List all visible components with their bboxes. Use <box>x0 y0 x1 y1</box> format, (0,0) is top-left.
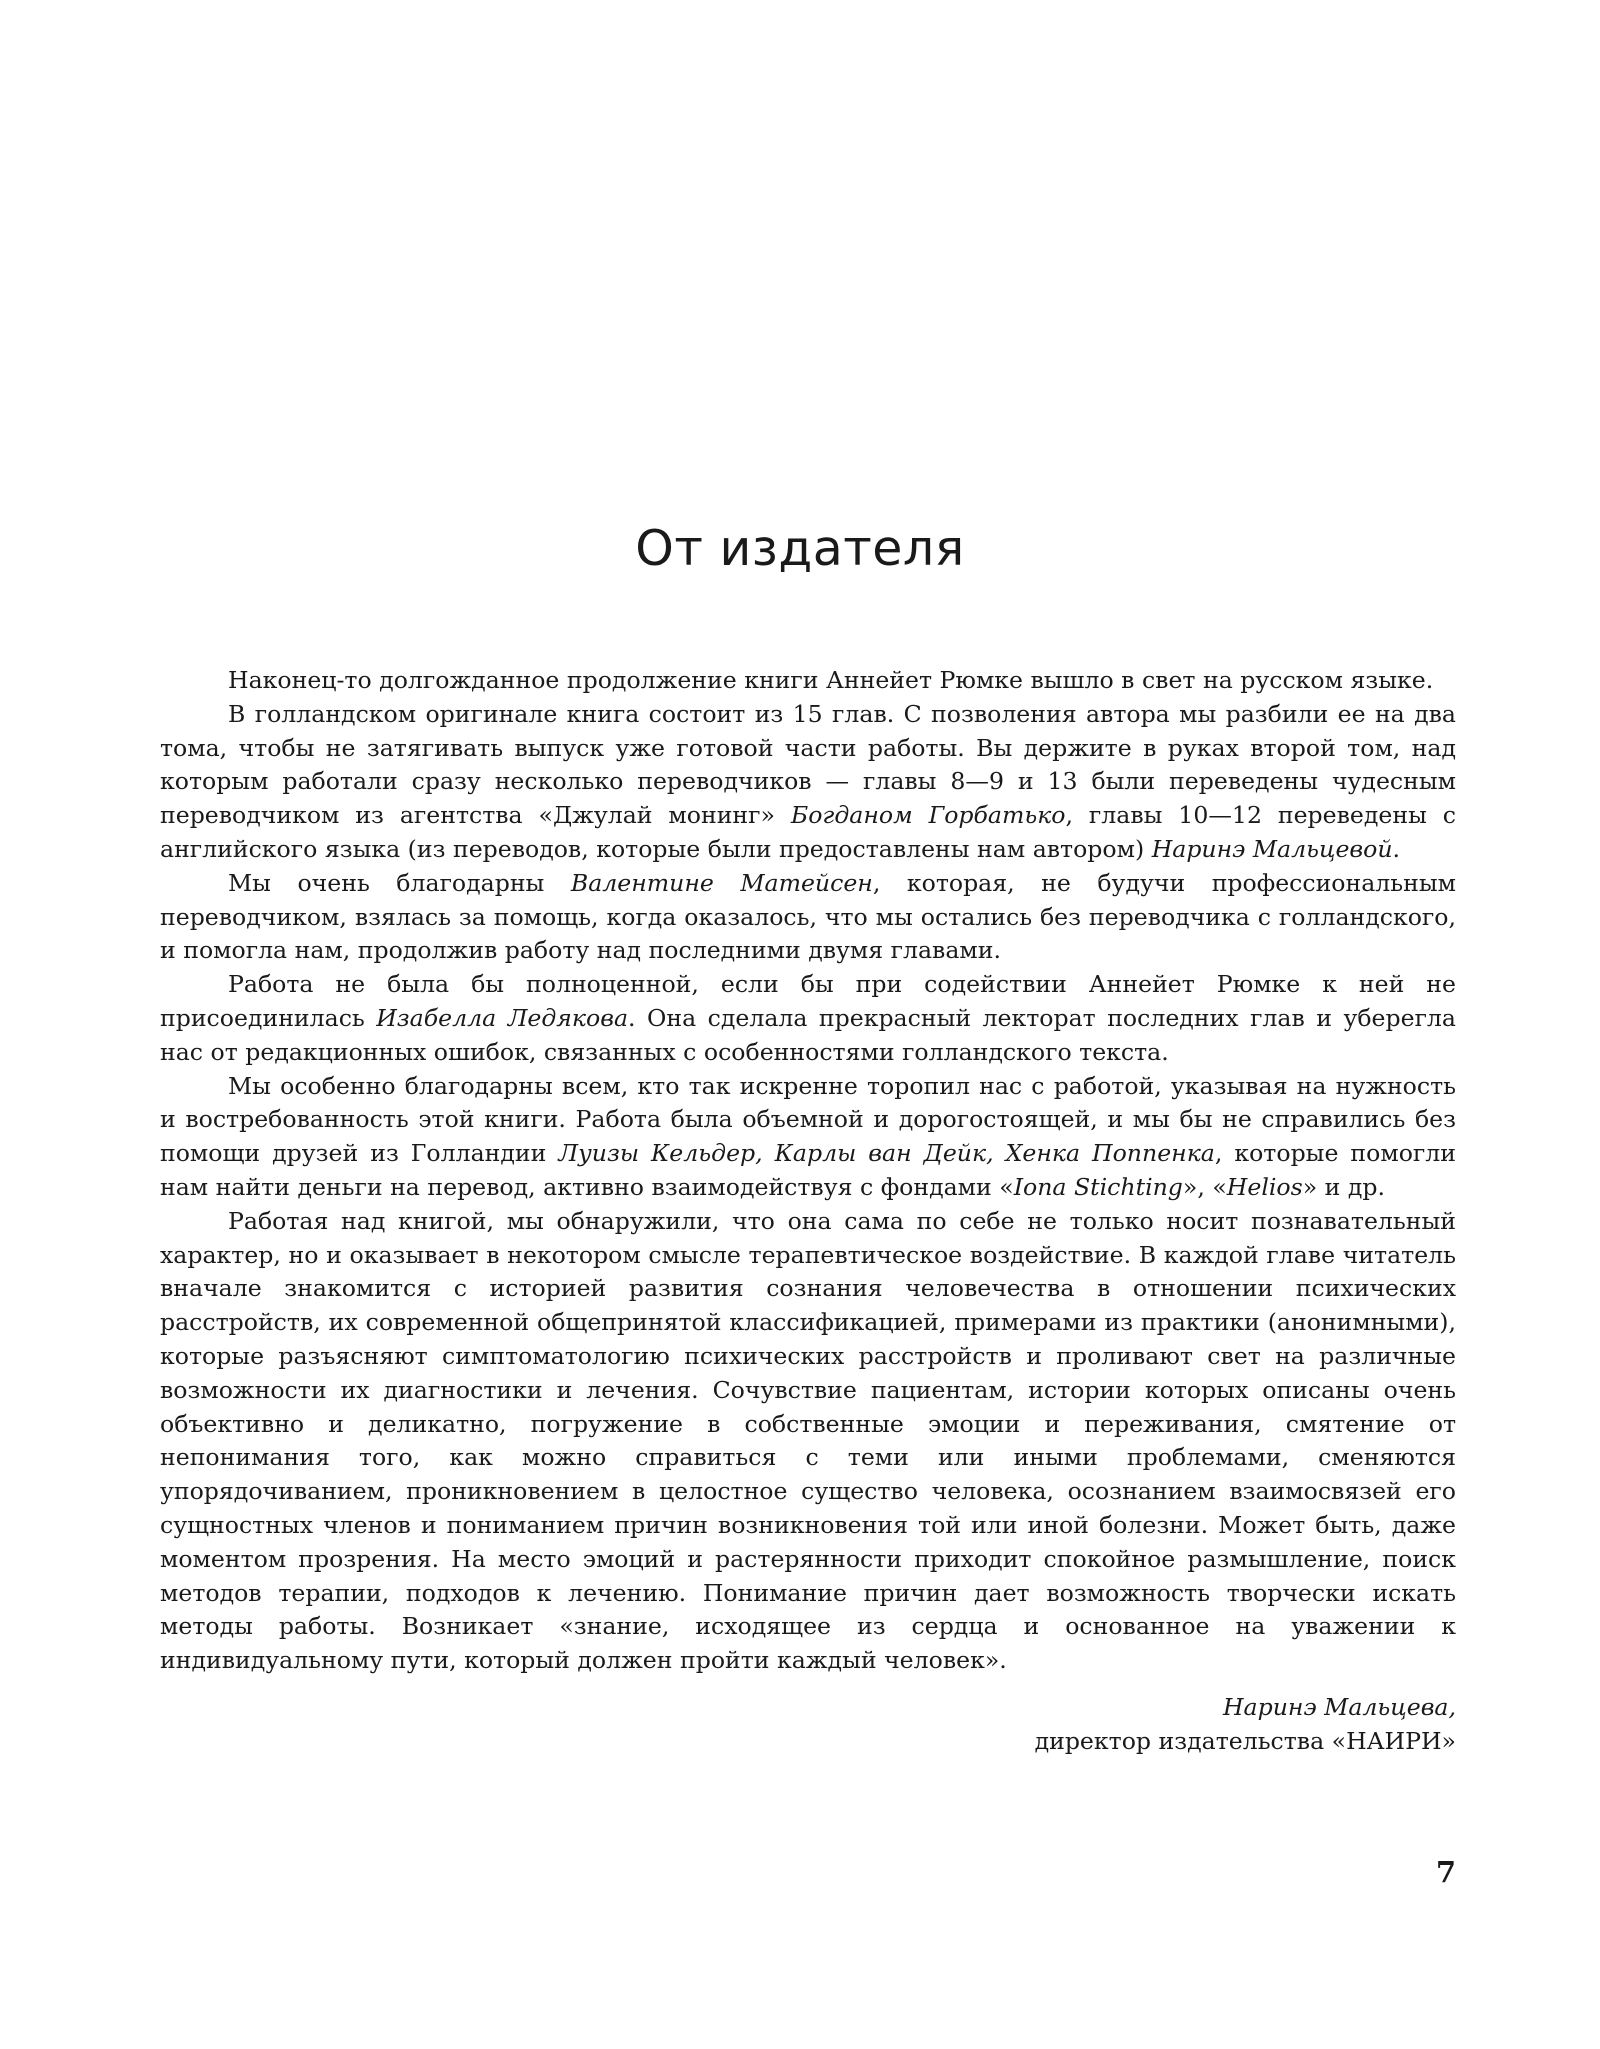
italic-name: Iona Stichting <box>1013 1172 1183 1201</box>
text-run: Работа не была бы полноценной, если бы при содействии Аннейет Рюмке к ней не присоединилась <box>160 970 1456 1032</box>
text-run: . <box>1392 834 1401 863</box>
text-run: , которая, не будучи профессиональным переводчиком, взялась за помощь, когда оказалось, что мы остались без переводчика с голландского, и помогла нам, продолжив работу над последними двумя главами. <box>160 868 1456 965</box>
text-run: Мы особенно благодарны всем, кто так искренне торопил нас с работой, указывая на нужность и востребованность этой книги. Работа была объемной и дорогостоящей, и мы бы не справились без помощи друзей из Голландии <box>160 1071 1456 1168</box>
signature-role: директор издательства «НАИРИ» <box>1034 1727 1456 1755</box>
italic-name: Изабелла Ледякова <box>376 1003 629 1032</box>
italic-name: Валентине Матейсен <box>570 868 873 897</box>
italic-name: Луизы Кельдер, Карлы ван Дейк, Хенка Поппенка <box>558 1139 1215 1168</box>
paragraph-4 <box>160 968 1456 1069</box>
page-title: От издателя <box>635 520 965 577</box>
paragraph-6 <box>160 1205 1456 1678</box>
text-run: Мы очень благодарны <box>228 868 571 897</box>
text-run: , главы 10—12 переведены с английского языка (из переводов, которые были предоставлены нам автором) <box>160 801 1456 863</box>
italic-name: Богданом Горбатько <box>790 801 1066 830</box>
page-number: 7 <box>1435 1855 1456 1889</box>
signature-name: Наринэ Мальцева, <box>1222 1693 1456 1721</box>
text-run: , которые помогли нам найти деньги на перевод, активно взаимодействуя с фондами « <box>160 1139 1456 1201</box>
italic-name: Helios <box>1226 1172 1303 1201</box>
paragraph-5 <box>160 1070 1456 1205</box>
paragraph-3 <box>160 867 1456 968</box>
signature <box>1035 1690 1456 1758</box>
body-text <box>160 664 1456 1678</box>
text-run: », « <box>1182 1172 1227 1201</box>
text-run: » и др. <box>1302 1172 1386 1201</box>
text-run: В голландском оригинале книга состоит из 15 глав. С позволения автора мы разбили ее на два тома, чтобы не затягивать выпуск уже готовой части работы. Вы держите в руках второй том, над которым работали сразу несколько переводчиков — главы 8—9 и 13 были переведены чудесным переводчиком из агентства «Джулай монинг» <box>160 699 1456 830</box>
paragraph-2 <box>160 698 1456 867</box>
text-run: Наконец-то долгожданное продолжение книги Аннейет Рюмке вышло в свет на русском языке. <box>228 666 1434 694</box>
text-run: Работая над книгой, мы обнаружили, что она сама по себе не только носит познавательный характер, но и оказывает в некотором смысле терапевтическое воздействие. В каждой главе читатель вначале знакомится с историей развития сознания человечества в отношении психических расстройств, их современной общепринятой классификацией, примерами из практики (анонимными), которые разъясняют симптоматологию психических расстройств и проливают свет на различные возможности их диагностики и лечения. Сочувствие пациентам, истории которых описаны очень объективно и деликатно, погружение в собственные эмоции и переживания, смятение от непонимания того, как можно справиться с теми или иными проблемами, сменяются упорядочиванием, проникновением в целостное существо человека, осознанием взаимосвязей его сущностных членов и пониманием причин возникновения той или иной болезни. Может быть, даже моментом прозрения. На место эмоций и растерянности приходит спокойное размышление, поиск методов терапии, подходов к лечению. Понимание причин дает возможность творчески искать методы работы. Возникает «знание, исходящее из сердца и основанное на уважении к индивидуальному пути, который должен пройти каждый человек». <box>160 1206 1456 1675</box>
paragraph-1 <box>160 664 1456 698</box>
text-run: . Она сделала прекрасный лекторат последних глав и уберегла нас от редакционных ошибок, связанных с особенностями голландского текста. <box>160 1003 1456 1066</box>
italic-name: Наринэ Мальцевой <box>1151 834 1393 863</box>
